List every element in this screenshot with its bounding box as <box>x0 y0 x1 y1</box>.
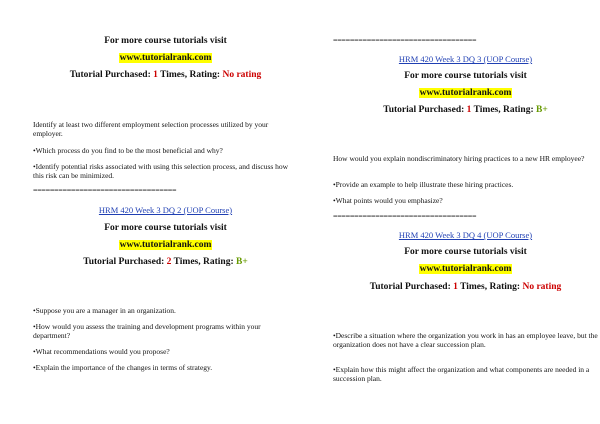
question-paragraph: •Provide an example to help illustrate these hiring practices. <box>333 180 514 189</box>
site-url[interactable] <box>33 240 298 250</box>
divider: ================================== <box>333 212 477 221</box>
site-url[interactable] <box>33 53 298 63</box>
question-paragraph: •Explain the importance of the changes in terms of strategy. <box>33 363 213 372</box>
question-paragraph: •Describe a situation where the organization you work in has an employee leave, but the organization does not have a clear succession plan. <box>333 331 598 349</box>
purchased-label: Tutorial Purchased: <box>69 70 154 80</box>
rating-label: Times, Rating: <box>457 282 523 292</box>
visit-heading: For more course tutorials visit <box>404 247 527 257</box>
site-url-text[interactable]: www.tutorialrank.com <box>119 53 212 63</box>
question-paragraph: •Which process do you find to be the most beneficial and why? <box>33 146 223 155</box>
purchased-label: Tutorial Purchased: <box>369 282 454 292</box>
question-paragraph: •Suppose you are a manager in an organization. <box>33 306 176 315</box>
question-paragraph: •What recommendations would you propose? <box>33 347 170 356</box>
rating-label: Times, Rating: <box>471 105 536 115</box>
site-url-text[interactable]: www.tutorialrank.com <box>419 88 512 98</box>
purchase-count: 2 <box>166 257 172 267</box>
question-paragraph: •What points would you emphasize? <box>333 196 443 205</box>
divider: ================================== <box>333 36 477 45</box>
course-link[interactable]: HRM 420 Week 3 DQ 2 (UOP Course) <box>98 205 233 215</box>
purchased-label: Tutorial Purchased: <box>383 105 467 115</box>
course-link[interactable]: HRM 420 Week 3 DQ 3 (UOP Course) <box>398 54 533 64</box>
visit-heading: For more course tutorials visit <box>104 36 227 46</box>
purchase-info <box>333 105 598 115</box>
rating-label: Times, Rating: <box>171 257 236 267</box>
divider: ================================== <box>33 186 177 195</box>
purchase-count: 1 <box>466 105 472 115</box>
purchase-count: 1 <box>453 282 458 292</box>
question-paragraph: Identify at least two different employment selection processes utilized by your employer. <box>33 120 269 138</box>
visit-heading: For more course tutorials visit <box>404 71 527 81</box>
question-paragraph: •Explain how this might affect the organization and what components are needed in a succession plan. <box>333 365 590 383</box>
purchase-info <box>333 282 598 292</box>
site-url[interactable] <box>333 264 598 274</box>
site-url-text[interactable]: www.tutorialrank.com <box>119 240 212 250</box>
rating-value: No rating <box>222 70 262 80</box>
question-paragraph: •Identify potential risks associated with using this selection process, and discuss how this risk can be minimized. <box>33 162 289 180</box>
purchase-info <box>33 257 298 267</box>
course-link[interactable]: HRM 420 Week 3 DQ 4 (UOP Course) <box>398 230 533 240</box>
question-paragraph: How would you explain nondiscriminatory hiring practices to a new HR employee? <box>333 154 585 163</box>
purchase-info <box>33 70 298 80</box>
question-paragraph: •How would you assess the training and development programs within your department? <box>33 322 261 340</box>
rating-value: No rating <box>522 282 562 292</box>
visit-heading: For more course tutorials visit <box>104 223 227 233</box>
site-url[interactable] <box>333 88 598 98</box>
rating-value: B+ <box>535 105 548 115</box>
purchased-label: Tutorial Purchased: <box>83 257 167 267</box>
purchase-count: 1 <box>153 70 158 80</box>
rating-value: B+ <box>235 257 248 267</box>
site-url-text[interactable]: www.tutorialrank.com <box>419 264 512 274</box>
rating-label: Times, Rating: <box>157 70 223 80</box>
